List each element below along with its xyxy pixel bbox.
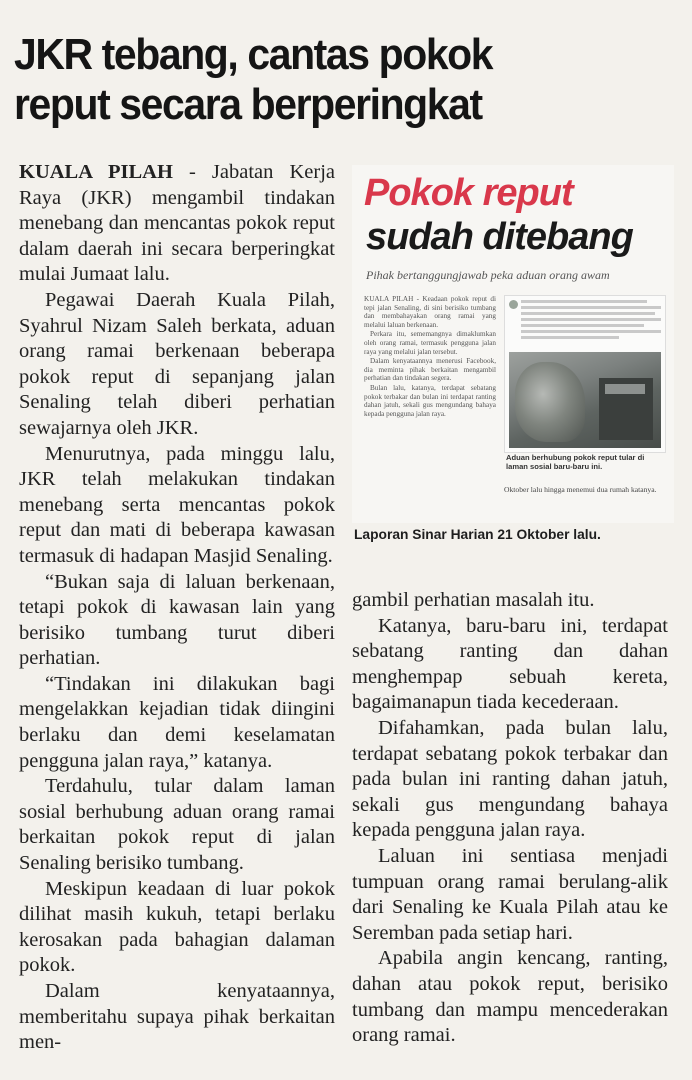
article-column-1 xyxy=(19,160,335,1056)
clipping-paragraph: Perkara itu, sememangnya dimaklumkan oleh orang ramai, termasuk pengguna jalan raya yang melalui jalan tersebut. xyxy=(364,330,496,356)
article-paragraph: “Tindakan ini dilakukan bagi mengelakkan kejadian tidak diingini berlaku dan demi keselamatan pengguna jalan raya,” katanya. xyxy=(19,672,335,772)
tree-image xyxy=(515,362,585,442)
post-text-lines xyxy=(521,300,661,342)
clipping-paragraph: Dalam kenyataannya menerusi Facebook, dia meminta pihak berkaitan mengambil perhatian dan tindakan segera. xyxy=(364,357,496,383)
clipping-paragraph: KUALA PILAH - Keadaan pokok reput di tepi jalan Senaling, di sini berisiko tumbang dan membahayakan orang ramai yang melalui laluan berkenaan. xyxy=(364,295,496,329)
article-paragraph: Dalam kenyataannya, memberitahu supaya pihak berkaitan men- xyxy=(19,980,335,1054)
article-paragraph: Apabila angin kencang, ranting, dahan atau pokok reput, berisiko tumbang dan mampu mencederakan orang ramai. xyxy=(352,947,668,1047)
clipping-title-line-1: Pokok reput xyxy=(364,172,573,214)
article-paragraph: Laluan ini sentiasa menjadi tumpuan orang ramai berulang-alik dari Senaling ke Kuala Pilah atau ke Seremban pada setiap hari. xyxy=(352,844,668,944)
headline-line-2: reput secara berperingkat xyxy=(14,80,482,129)
clipping-paragraph: Bulan lalu, katanya, terdapat sebatang pokok terbakar dan bulan ini terdapat ranting dahan jatuh, sekali gus mengundang bahaya kepada pengguna jalan raya. xyxy=(364,383,496,418)
social-post-screenshot xyxy=(504,295,666,453)
clipping-title-line-2: sudah ditebang xyxy=(366,216,633,258)
article-paragraph: Difahamkan, pada bulan lalu, terdapat sebatang pokok terbakar dan pada bulan ini ranting dahan jatuh, sekali gus mengundang bahaya kepada pengguna jalan raya. xyxy=(352,716,668,842)
tree-photo xyxy=(509,352,661,448)
article-paragraph: “Bukan saja di laluan berkenaan, tetapi pokok di kawasan lain yang berisiko tumbang turut diberi perhatian. xyxy=(19,570,335,670)
clipping-body xyxy=(364,295,496,505)
article-paragraph: gambil perhatian masalah itu. xyxy=(352,589,595,611)
headline-line-1: JKR tebang, cantas pokok xyxy=(14,30,493,79)
newspaper-clipping xyxy=(352,165,674,523)
article-paragraph: Menurutnya, pada minggu lalu, JKR telah melakukan tindakan menebang serta mencantas pokok reput dan mati di beberapa kawasan termasuk di hadapan Masjid Senaling. xyxy=(19,442,335,567)
clipping-bottom-text: Oktober lalu hingga menemui dua rumah katanya. xyxy=(504,485,657,494)
clipping-subtitle: Pihak bertanggungjawab peka aduan orang awam xyxy=(366,268,610,282)
headline xyxy=(14,30,628,130)
article-column-2 xyxy=(352,588,668,1049)
article-paragraph: Katanya, baru-baru ini, terdapat sebatang ranting dan dahan menghempap sebuah kereta, bagaimanapun tiada kecederaan. xyxy=(352,614,668,714)
article-paragraph: Meskipun keadaan di luar pokok dilihat masih kukuh, tetapi berlaku kerosakan pada bahagian dalaman pokok. xyxy=(19,877,335,977)
dateline: KUALA PILAH xyxy=(19,161,173,183)
article-paragraph: Terdahulu, tular dalam laman sosial berhubung aduan orang ramai berkaitan pokok reput di jalan Senaling berisiko tumbang. xyxy=(19,775,335,875)
paragraph-text: - Jabatan Kerja Raya (JKR) mengambil tindakan menebang dan mencantas pokok reput dalam daerah ini secara berperingkat mulai Jumaat lalu. xyxy=(19,161,336,286)
clipping-photo-caption: Aduan berhubung pokok reput tular di laman sosial baru-baru ini. xyxy=(506,453,645,471)
article-paragraph xyxy=(19,160,335,288)
article-paragraph: Pegawai Daerah Kuala Pilah, Syahrul Nizam Saleh berkata, aduan orang ramai berkenaan beberapa pokok reput di sepanjang jalan Senaling telah diberi perhatian sewajarnya oleh JKR. xyxy=(19,288,335,439)
report-caption: Laporan Sinar Harian 21 Oktober lalu. xyxy=(354,527,601,542)
avatar-icon xyxy=(509,300,518,309)
